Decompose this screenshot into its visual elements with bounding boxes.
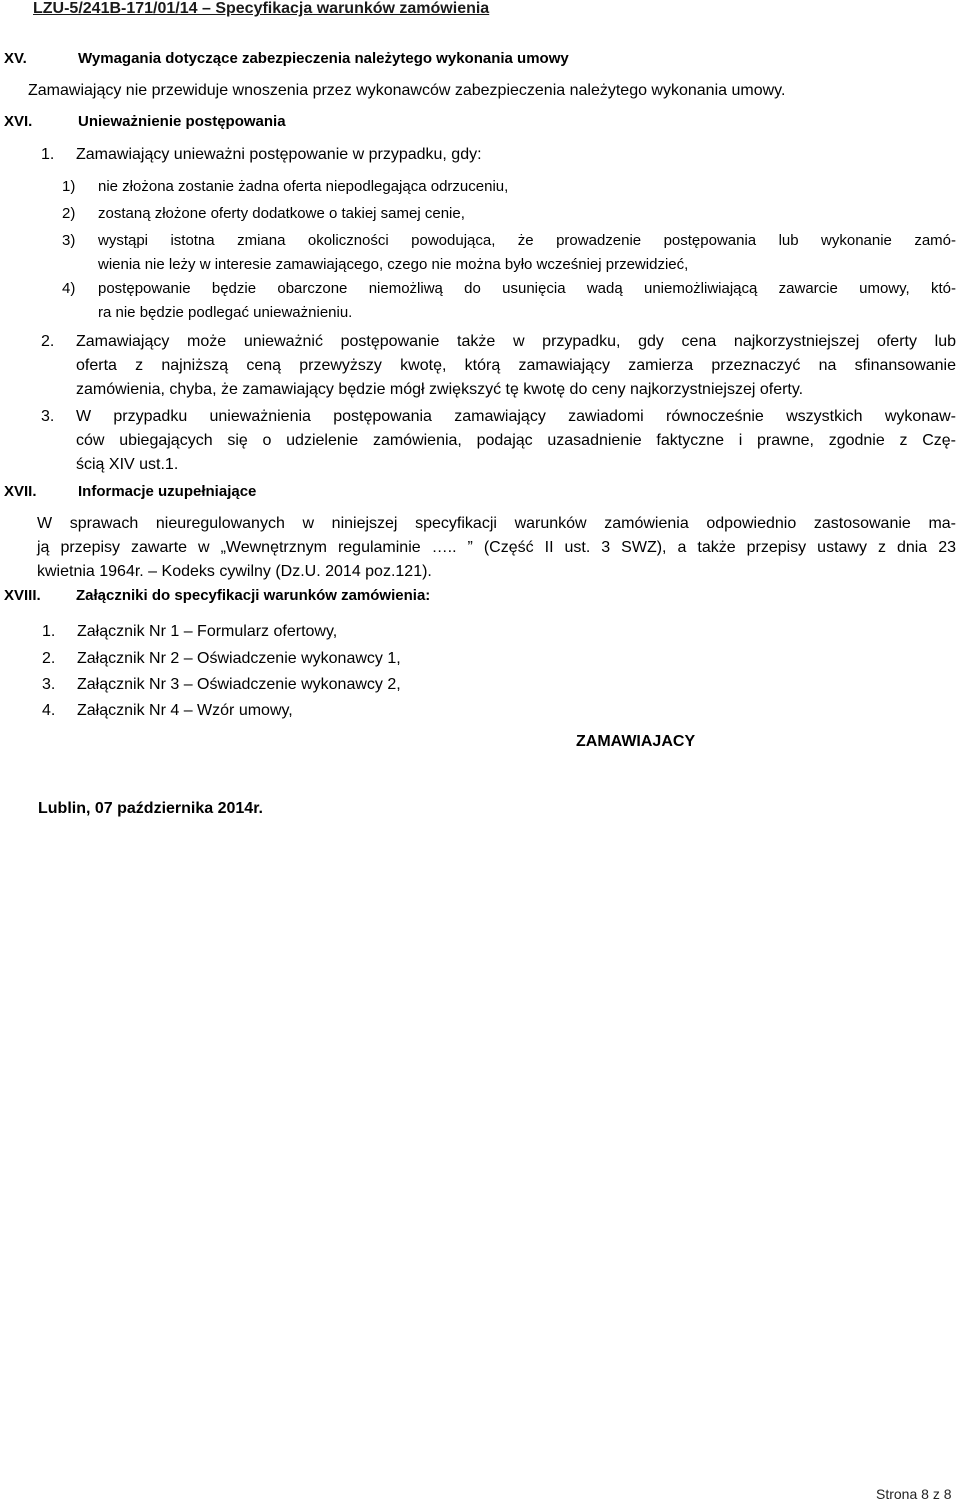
list-item-number: 2) xyxy=(62,205,76,222)
text-line: ścią XIV ust.1. xyxy=(76,456,179,473)
text-line: kwietnia 1964r. – Kodeks cywilny (Dz.U. 2014 poz.121). xyxy=(37,563,432,580)
section-16-number: XVI. xyxy=(4,113,33,130)
text-line: W przypadku unieważnienia postępowania zamawiający zawiadomi równocześnie wszystkich wykonaw- xyxy=(76,408,956,425)
attachment-number: 1. xyxy=(42,623,56,640)
text-line: wystąpi istotna zmiana okoliczności powodująca, że prowadzenie postępowania lub wykonanie zamó- xyxy=(98,232,956,249)
section-15-number: XV. xyxy=(4,50,27,67)
section-16-point-3-text xyxy=(76,405,956,477)
text-line: Zamawiający może unieważnić postępowanie także w przypadku, gdy cena najkorzystniejszej oferty lub xyxy=(76,333,956,350)
text-line: ców ubiegających się o udzielenie zamówienia, podając uzasadnienie faktyczne i prawne, zgodnie z Czę- xyxy=(76,432,956,449)
page-number: Strona 8 z 8 xyxy=(876,1486,952,1502)
text-line: postępowanie będzie obarczone niemożliwą do usunięcia wadą uniemożliwiającą zawarcie umowy, któ- xyxy=(98,280,956,297)
text-line: W sprawach nieuregulowanych w niniejszej specyfikacji warunków zamówienia odpowiednio zastosowanie ma- xyxy=(37,515,956,532)
list-item-text: nie złożona zostanie żadna oferta niepodlegająca odrzuceniu, xyxy=(98,178,509,195)
attachment-number: 4. xyxy=(42,702,56,719)
section-15-title: Wymagania dotyczące zabezpieczenia należytego wykonania umowy xyxy=(78,50,569,67)
text-line: wienia nie leży w interesie zamawiającego, czego nie można było wcześniej przewidzieć, xyxy=(98,256,689,273)
section-16-point-3-number: 3. xyxy=(41,408,55,425)
section-17-text xyxy=(37,512,956,584)
section-17-title: Informacje uzupełniające xyxy=(78,483,257,500)
attachment-number: 2. xyxy=(42,650,56,667)
section-16-point-1-number: 1. xyxy=(41,146,55,163)
section-18-title: Załączniki do specyfikacji warunków zamówienia: xyxy=(76,587,431,604)
list-item-number: 4) xyxy=(62,280,76,297)
attachment-item: Załącznik Nr 4 – Wzór umowy, xyxy=(77,702,293,719)
signature-label: ZAMAWIAJACY xyxy=(576,733,696,750)
list-item-text xyxy=(98,277,956,325)
text-line: ra nie będzie podlegać unieważnieniu. xyxy=(98,304,353,321)
section-16-point-1-text: Zamawiający unieważni postępowanie w przypadku, gdy: xyxy=(76,146,482,163)
section-16-point-2-number: 2. xyxy=(41,333,55,350)
section-15-text: Zamawiający nie przewiduje wnoszenia przez wykonawców zabezpieczenia należytego wykonania umowy. xyxy=(28,82,786,99)
attachment-item: Załącznik Nr 2 – Oświadczenie wykonawcy 1, xyxy=(77,650,401,667)
list-item-text xyxy=(98,229,956,277)
text-line: zamówienia, chyba, że zamawiający będzie mógł zwiększyć tę kwotę do ceny najkorzystniejszej oferty. xyxy=(76,381,804,398)
section-18-number: XVIII. xyxy=(4,587,41,604)
attachment-item: Załącznik Nr 1 – Formularz ofertowy, xyxy=(77,623,338,640)
section-17-number: XVII. xyxy=(4,483,37,500)
list-item-number: 1) xyxy=(62,178,76,195)
text-line: ją przepisy zawarte w „Wewnętrznym regulaminie ….. ” (Część II ust. 3 SWZ), a także przepisy ustawy z dnia 23 xyxy=(37,539,956,556)
place-date: Lublin, 07 października 2014r. xyxy=(38,800,263,817)
section-16-title: Unieważnienie postępowania xyxy=(78,113,286,130)
attachment-number: 3. xyxy=(42,676,56,693)
text-line: oferta z najniższą ceną przewyższy kwotę, którą zamawiający zamierza przeznaczyć na sfinansowanie xyxy=(76,357,956,374)
attachment-item: Załącznik Nr 3 – Oświadczenie wykonawcy 2, xyxy=(77,676,401,693)
list-item-text: zostaną złożone oferty dodatkowe o takiej samej cenie, xyxy=(98,205,465,222)
document-header: LZU-5/241B-171/01/14 – Specyfikacja warunków zamówienia xyxy=(33,0,490,17)
section-16-point-2-text xyxy=(76,330,956,402)
list-item-number: 3) xyxy=(62,232,76,249)
